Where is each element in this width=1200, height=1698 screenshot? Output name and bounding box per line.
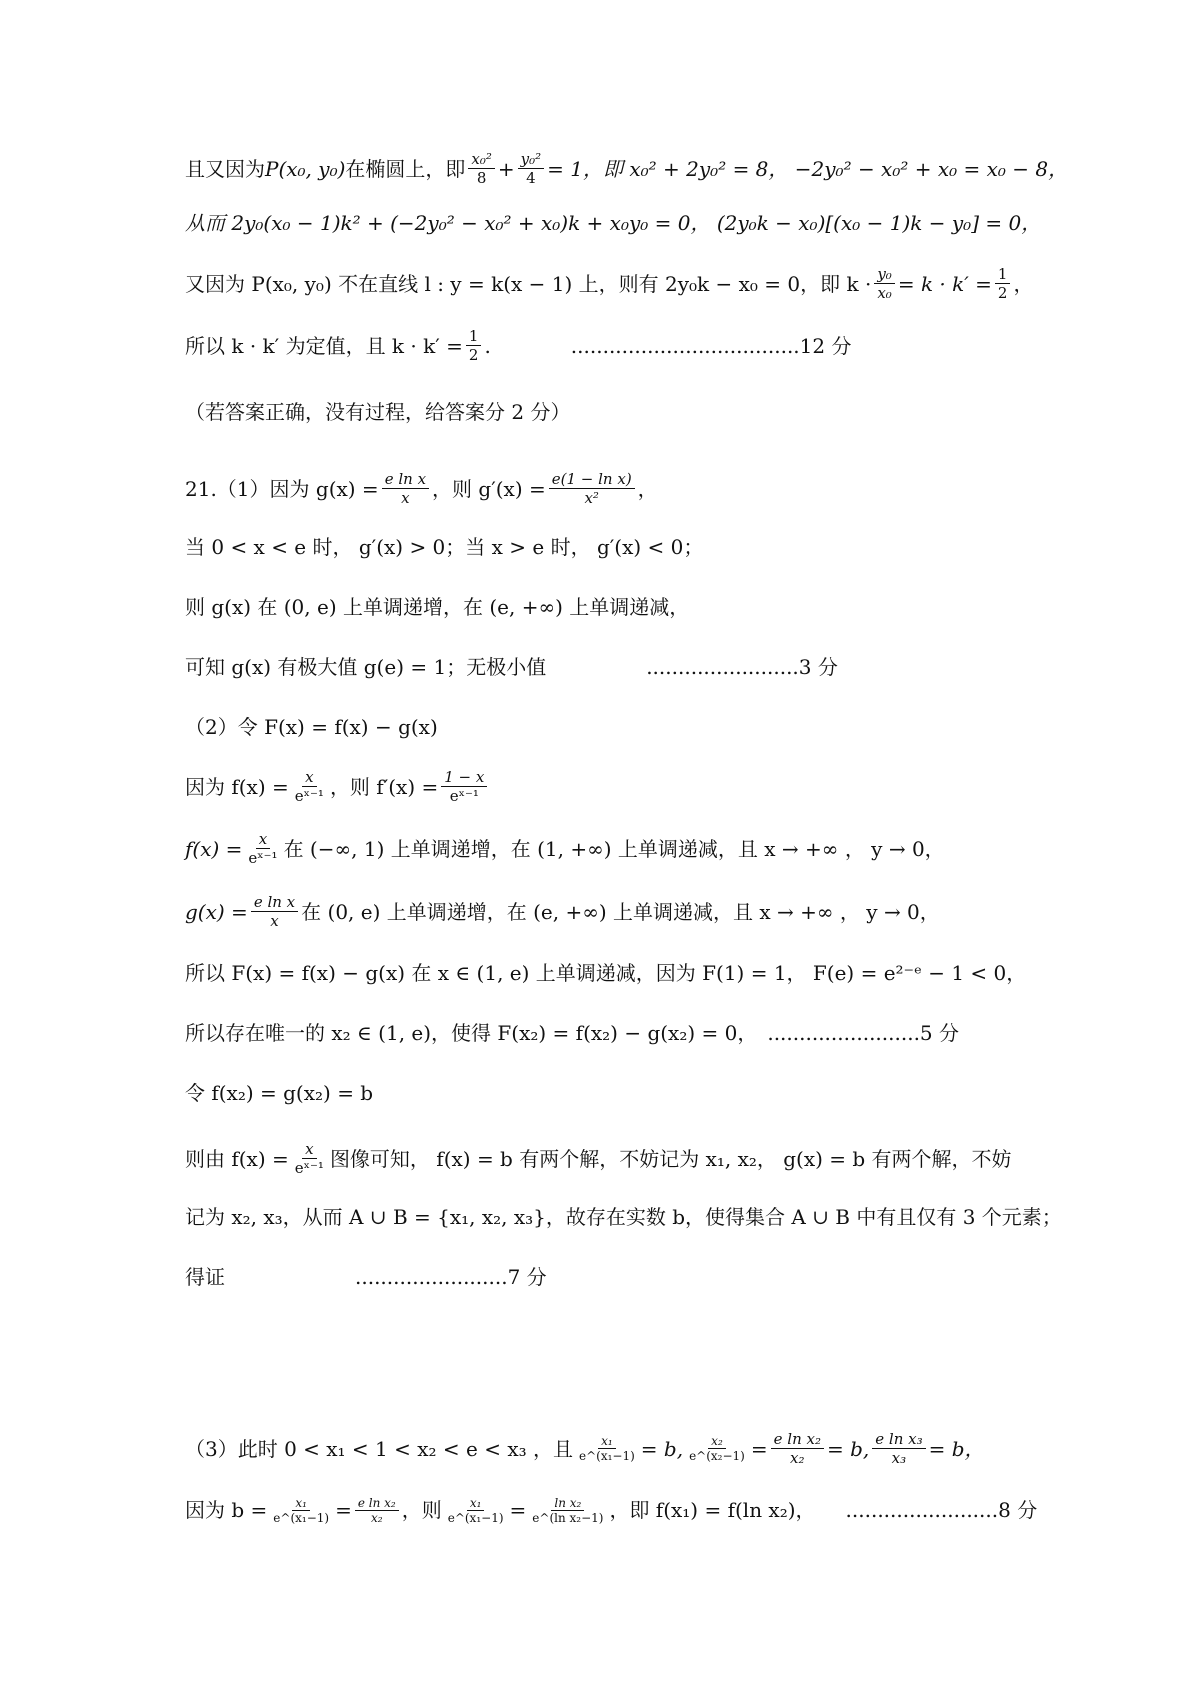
math-segment: = b, xyxy=(640,1436,684,1461)
fraction-denominator: eˣ⁻¹ xyxy=(294,1159,324,1177)
text-line-12 xyxy=(185,830,1045,867)
fraction xyxy=(576,1434,638,1463)
fraction-denominator: 4 xyxy=(526,169,536,187)
fraction-numerator: e ln x₂ xyxy=(771,1430,824,1449)
text-segment: 在椭圆上，即 xyxy=(345,156,466,181)
fraction-denominator: e^(x₁−1) xyxy=(447,1510,504,1525)
text-segment: 在 (−∞, 1) 上单调递增，在 (1, +∞) 上单调递减，且 x → +∞ ， y → 0， xyxy=(283,836,945,861)
fraction-numerator: y₀ xyxy=(874,265,895,284)
fraction-numerator: x xyxy=(256,830,270,849)
text-segment: 所以 k · k′ 为定值，且 k · k′ = xyxy=(185,333,463,358)
text-segment: ，则 f′(x) = xyxy=(329,774,439,799)
math-segment: = b, xyxy=(826,1436,870,1461)
fraction-denominator: x₂ xyxy=(370,1510,383,1525)
fraction xyxy=(445,1496,507,1525)
fraction-numerator: y₀² xyxy=(518,150,545,169)
fraction xyxy=(270,1496,332,1525)
text-line-16 xyxy=(185,1078,1045,1108)
score-marker: ........................3 分 xyxy=(646,655,838,679)
fraction-denominator: e^(x₁−1) xyxy=(273,1510,330,1525)
fraction-denominator: 2 xyxy=(997,284,1008,302)
fraction xyxy=(468,150,495,187)
fraction-denominator: eˣ⁻¹ xyxy=(449,787,479,805)
text-segment: . xyxy=(484,333,491,358)
fraction-numerator: 1 xyxy=(466,327,482,346)
text-line-1 xyxy=(185,150,1069,187)
scoring-note: （若答案正确，没有过程，给答案分 2 分） xyxy=(185,400,571,424)
fraction-denominator: x₂ xyxy=(790,1449,805,1467)
math-segment: 从而 2y₀(x₀ − 1)k² + (−2y₀² − x₀² + x₀)k + x₀y₀ = 0， (2y₀k − x₀)[(x₀ − 1)k − y₀] = 0， xyxy=(185,211,1042,235)
fraction xyxy=(382,470,429,507)
fraction-numerator: x₁ xyxy=(467,1496,485,1511)
score-marker: ....................................12 分 xyxy=(570,333,852,358)
fraction-numerator: x₂ xyxy=(708,1434,726,1449)
fraction-numerator: e ln x xyxy=(382,470,429,489)
fraction xyxy=(874,265,895,302)
text-line-7 xyxy=(185,532,1045,562)
fraction-denominator: 8 xyxy=(476,169,487,187)
text-segment: 在 (0, e) 上单调递增，在 (e, +∞) 上单调递减，且 x → +∞ ， y → 0， xyxy=(301,899,940,924)
fraction xyxy=(529,1496,606,1525)
math-segment: f(x) = xyxy=(185,836,243,861)
score-marker: ........................5 分 xyxy=(767,1021,960,1045)
text-line-15 xyxy=(185,1018,1045,1048)
fraction-numerator: 1 − x xyxy=(441,768,487,787)
fraction-denominator: e^(ln x₂−1) xyxy=(532,1510,604,1525)
fraction-numerator: e(1 − ln x) xyxy=(549,470,635,489)
text-line-3 xyxy=(185,265,1045,302)
fraction xyxy=(686,1434,748,1463)
fraction-numerator: 1 xyxy=(995,265,1011,284)
fraction-denominator: x² xyxy=(584,489,599,507)
text-segment: ，则 xyxy=(401,1498,442,1522)
fraction-numerator: x xyxy=(302,1140,316,1159)
fraction xyxy=(995,265,1011,302)
fraction-denominator: x xyxy=(270,912,279,930)
score-marker: ........................7 分 xyxy=(355,1265,547,1289)
fraction-numerator: x₁ xyxy=(598,1434,616,1449)
text-line-14 xyxy=(185,958,1045,988)
fraction-numerator: e ln x xyxy=(251,893,298,912)
text-segment: ， xyxy=(637,476,658,501)
fraction xyxy=(251,893,298,930)
text-line-13 xyxy=(185,893,1045,930)
math-segment: = k · k′ = xyxy=(897,271,992,296)
text-segment: 且又因为 xyxy=(185,156,265,181)
text-line-6 xyxy=(185,470,1045,507)
text-segment: = xyxy=(750,1436,768,1461)
text-segment: 当 0 < x < e 时， g′(x) > 0；当 x > e 时， g′(x) < 0； xyxy=(185,535,704,559)
text-line-2 xyxy=(185,208,1045,238)
plus-sign: + xyxy=(497,156,515,181)
fraction-numerator: ln x₂ xyxy=(551,1496,584,1511)
fraction-denominator: e^(x₁−1) xyxy=(578,1449,635,1463)
fraction xyxy=(518,150,545,187)
text-line-20 xyxy=(185,1430,1045,1467)
text-segment: （2）令 F(x) = f(x) − g(x) xyxy=(185,715,438,739)
text-segment: 则 g(x) 在 (0, e) 上单调递增，在 (e, +∞) 上单调递减， xyxy=(185,595,690,619)
text-line-4 xyxy=(185,327,1045,364)
fraction xyxy=(771,1430,824,1467)
text-segment: = xyxy=(509,1498,527,1522)
text-line-5 xyxy=(185,397,1045,427)
fraction xyxy=(549,470,635,507)
fraction-numerator: x₀² xyxy=(468,150,495,169)
fraction-denominator: x₃ xyxy=(891,1449,907,1467)
text-line-8 xyxy=(185,592,1045,622)
fraction-denominator: eˣ⁻¹ xyxy=(248,849,278,867)
fraction xyxy=(292,1140,327,1177)
text-segment: 令 f(x₂) = g(x₂) = b xyxy=(185,1081,374,1105)
fraction xyxy=(466,327,482,364)
fraction-numerator: e ln x₃ xyxy=(872,1430,925,1449)
text-segment: 因为 f(x) = xyxy=(185,774,289,799)
fraction-numerator: x₁ xyxy=(292,1496,310,1511)
comma: ， xyxy=(1013,271,1034,296)
fraction xyxy=(355,1496,399,1525)
text-line-11 xyxy=(185,768,1045,805)
math-segment: g(x) = xyxy=(185,899,248,924)
text-segment: ，则 g′(x) = xyxy=(432,476,546,501)
text-segment: 图像可知， f(x) = b 有两个解，不妨记为 x₁, x₂， g(x) = b 有两个解，不妨 xyxy=(329,1146,1012,1171)
text-line-21 xyxy=(185,1495,1045,1525)
fraction-denominator: e^(x₂−1) xyxy=(689,1449,745,1463)
text-segment: 21.（1）因为 g(x) = xyxy=(185,476,379,501)
text-line-18 xyxy=(185,1202,1062,1232)
score-marker: ........................8 分 xyxy=(845,1498,1038,1522)
fraction-denominator: 2 xyxy=(468,346,479,364)
text-line-17 xyxy=(185,1140,1045,1177)
math-segment: = 1，即 x₀² + 2y₀² = 8， −2y₀² − x₀² + x₀ = x₀ − 8， xyxy=(547,156,1069,181)
text-line-10 xyxy=(185,712,1045,742)
fraction-denominator: x xyxy=(401,489,410,507)
text-segment: 因为 b = xyxy=(185,1498,268,1522)
text-segment: （3）此时 0 < x₁ < 1 < x₂ < e < x₃ ，且 xyxy=(185,1436,573,1461)
text-segment: 则由 f(x) = xyxy=(185,1146,289,1171)
math-segment: P(x₀, y₀) xyxy=(265,156,346,181)
fraction-numerator: x xyxy=(302,768,316,787)
fraction-denominator: eˣ⁻¹ xyxy=(294,787,324,805)
fraction-numerator: e ln x₂ xyxy=(355,1496,399,1511)
text-segment: 得证 xyxy=(185,1265,225,1289)
text-segment: = xyxy=(335,1498,352,1522)
fraction xyxy=(441,768,487,805)
text-line-19 xyxy=(185,1262,1045,1292)
text-segment: 又因为 P(x₀, y₀) 不在直线 l : y = k(x − 1) 上，则有 2y₀k − x₀ = 0，即 k · xyxy=(185,271,872,296)
fraction-denominator: x₀ xyxy=(877,284,892,302)
text-segment: 所以 F(x) = f(x) − g(x) 在 x ∈ (1, e) 上单调递减，因为 F(1) = 1， F(e) = e²⁻ᵉ − 1 < 0， xyxy=(185,961,1027,985)
fraction xyxy=(872,1430,925,1467)
fraction xyxy=(292,768,327,805)
text-segment: 可知 g(x) 有极大值 g(e) = 1；无极小值 xyxy=(185,655,547,679)
fraction xyxy=(245,830,280,867)
text-segment: 记为 x₂, x₃，从而 A ∪ B = {x₁, x₂, x₃}，故存在实数 b，使得集合 A ∪ B 中有且仅有 3 个元素； xyxy=(185,1205,1062,1229)
text-segment: 所以存在唯一的 x₂ ∈ (1, e)，使得 F(x₂) = f(x₂) − g(x₂) = 0， xyxy=(185,1021,758,1045)
text-line-9 xyxy=(185,652,1045,682)
text-segment: ，即 f(x₁) = f(ln x₂)， xyxy=(609,1498,816,1522)
math-segment: = b， xyxy=(928,1436,985,1461)
